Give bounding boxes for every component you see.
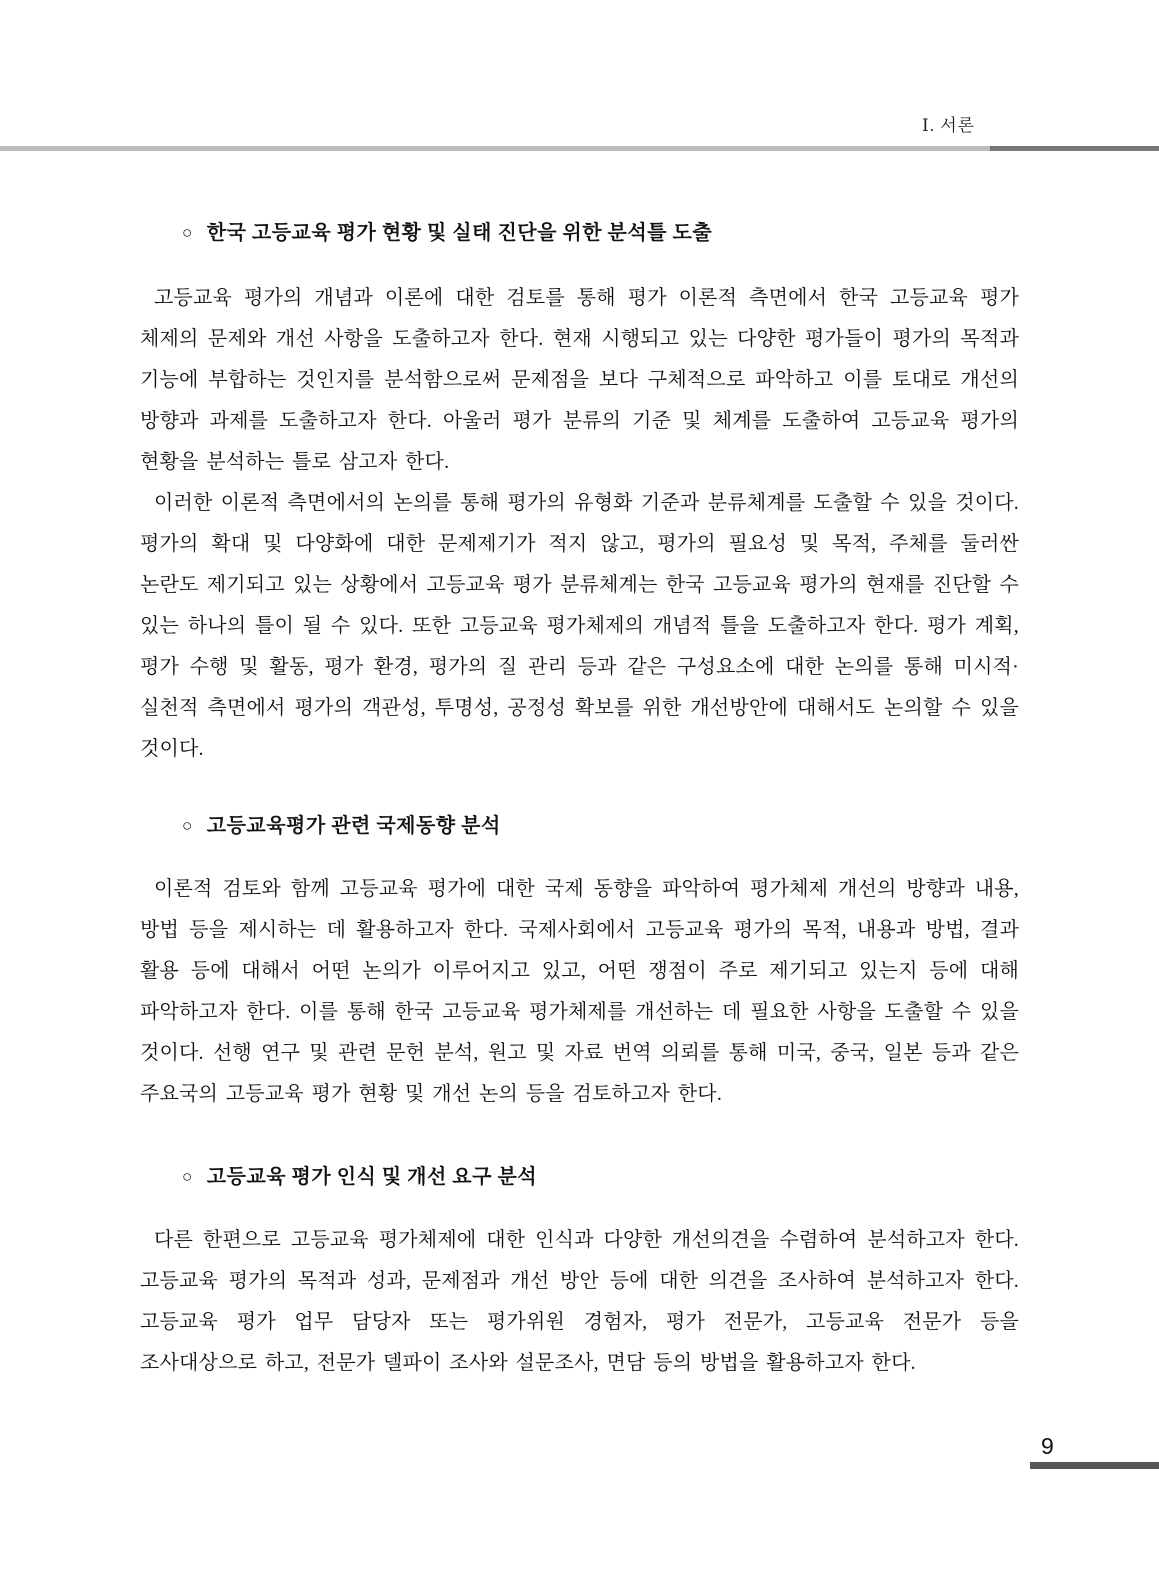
section-heading-perception-improvement [140,1162,1019,1193]
paragraph: 이러한 이론적 측면에서의 논의를 통해 평가의 유형화 기준과 분류체계를 도출할 수 있을 것이다. 평가의 확대 및 다양화에 대한 문제제기가 적지 않고, 평가의 필요성 및 목적, 주체를 둘러싼 논란도 제기되고 있는 상황에서 고등교육 평가 분류체계는 한국 고등교육 평가의 현재를 진단할 수 있는 하나의 틀이 될 수 있다. 또한 고등교육 평가체제의 개념적 틀을 도출하고자 한다. 평가 계획, 평가 수행 및 활동, 평가 환경, 평가의 질 관리 등과 같은 구성요소에 대한 논의를 통해 미시적·실천적 측면에서 평가의 객관성, 투명성, 공정성 확보를 위한 개선방안에 대해서도 논의할 수 있을 것이다. [140,492,1019,760]
page-body [140,210,1019,1384]
circle-bullet-icon: ○ [182,223,193,242]
paragraph: 다른 한편으로 고등교육 평가체제에 대한 인식과 다양한 개선의견을 수렴하여 분석하고자 한다. 고등교육 평가의 목적과 성과, 문제점과 개선 방안 등에 대한 의견을 조사하여 분석하고자 한다. 고등교육 평가 업무 담당자 또는 평가위원 경험자, 평가 전문가, 고등교육 전문가 등을 조사대상으로 하고, 전문가 델파이 조사와 설문조사, 면담 등의 방법을 활용하고자 한다. [140,1229,1019,1374]
section-heading-text: 고등교육평가 관련 국제동향 분석 [206,815,501,837]
section-heading-analysis-framework [140,218,1019,249]
header-rule [0,146,1159,151]
circle-bullet-icon: ○ [182,1167,193,1186]
footer-rule [1030,1462,1159,1469]
section-heading-text: 한국 고등교육 평가 현황 및 실태 진단을 위한 분석틀 도출 [206,222,713,244]
header-rule-dark-segment [990,146,1159,151]
header-rule-light-segment [0,146,990,151]
paragraph: 고등교육 평가의 개념과 이론에 대한 검토를 통해 평가 이론적 측면에서 한국 고등교육 평가 체제의 문제와 개선 사항을 도출하고자 한다. 현재 시행되고 있는 다양한 평가들이 평가의 목적과 기능에 부합하는 것인지를 분석함으로써 문제점을 보다 구체적으로 파악하고 이를 토대로 개선의 방향과 과제를 도출하고자 한다. 아울러 평가 분류의 기준 및 체계를 도출하여 고등교육 평가의 현황을 분석하는 틀로 삼고자 한다. [140,287,1019,473]
paragraph: 이론적 검토와 함께 고등교육 평가에 대한 국제 동향을 파악하여 평가체제 개선의 방향과 내용, 방법 등을 제시하는 데 활용하고자 한다. 국제사회에서 고등교육 평가의 목적, 내용과 방법, 결과 활용 등에 대해서 어떤 논의가 이루어지고 있고, 어떤 쟁점이 주로 제기되고 있는지 등에 대해 파악하고자 한다. 이를 통해 한국 고등교육 평가체제를 개선하는 데 필요한 사항을 도출할 수 있을 것이다. 선행 연구 및 관련 문헌 분석, 원고 및 자료 번역 의뢰를 통해 미국, 중국, 일본 등과 같은 주요국의 고등교육 평가 현황 및 개선 논의 등을 검토하고자 한다. [140,878,1019,1105]
section-heading-text: 고등교육 평가 인식 및 개선 요구 분석 [206,1166,538,1188]
circle-bullet-icon: ○ [182,816,193,835]
section-heading-international-trends [140,811,1019,842]
page-number: 9 [1041,1433,1054,1459]
running-header-title: Ⅰ. 서론 [922,116,976,135]
